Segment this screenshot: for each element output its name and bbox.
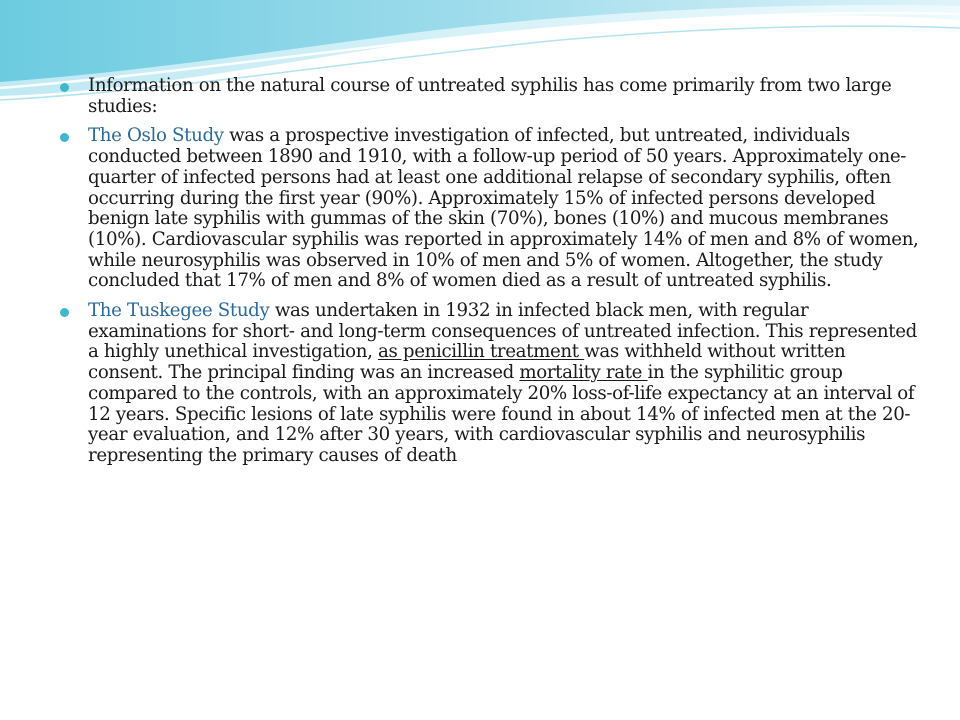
bullet-oslo-study (58, 126, 920, 292)
penicillin-treatment-link[interactable]: as penicillin treatment (378, 341, 585, 363)
bullet-intro (58, 76, 920, 117)
bullet-dot-icon (60, 83, 69, 92)
bullet-intro-text: Information on the natural course of untreated syphilis has come primarily from two large studies: (88, 75, 892, 117)
slide-body (58, 76, 920, 476)
bullet-dot-icon (60, 133, 69, 142)
tuskegee-text-part1: was undertaken in 1932 in infected black men, with regular examinations for short- and long-term consequences of untreated infection. This represented a highly unethical investigation, (88, 300, 917, 363)
bullet-tuskegee-study (58, 301, 920, 467)
mortality-rate-link[interactable]: mortality rate (519, 362, 648, 384)
oslo-study-text: was a prospective investigation of infected, but untreated, individuals conducted between 1890 and 1910, with a follow-up period of 50 years. Approximately one-quarter of infected persons had at least one additional relapse of secondary syphilis, often occurring during the first year (90%). Approximately 15% of infected persons developed benign late syphilis with gummas of the skin (70%), bones (10%) and mucous membranes (10%). Cardiovascular syphilis was reported in approximately 14% of men and 8% of women, while neurosyphilis was observed in 10% of men and 5% of women. Altogether, the study concluded that 17% of men and 8% of women died as a result of untreated syphilis. (88, 125, 919, 292)
bullet-dot-icon (60, 308, 69, 317)
oslo-study-term: The Oslo Study (88, 125, 224, 147)
tuskegee-text-part2: was withheld without written consent. The principal finding was an increased (88, 341, 846, 384)
tuskegee-text-part3: in the syphilitic group compared to the controls, with an approximately 20% loss-of-life expectancy at an interval of 12 years. Specific lesions of late syphilis were found in about 14% of infected men at the 20-year evaluation, and 12% after 30 years, with cardiovascular syphilis and neurosyphilis representing the primary causes of death (88, 362, 915, 466)
tuskegee-study-term: The Tuskegee Study (88, 300, 270, 322)
